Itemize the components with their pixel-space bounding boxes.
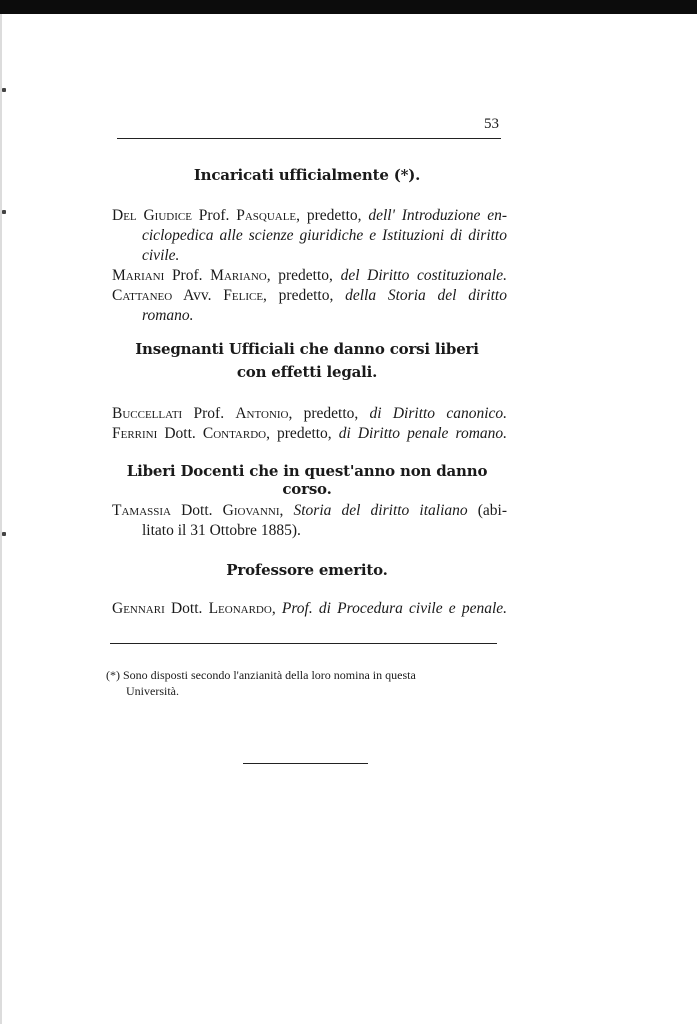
footnote-marker: (*) xyxy=(106,668,120,682)
entry-suffix: , predetto, xyxy=(288,405,370,422)
section-heading: Professore emerito. xyxy=(226,561,388,579)
entry-surname: Cattaneo xyxy=(112,287,173,304)
section-heading: con effetti legali. xyxy=(236,363,378,381)
footnote-line-cont: Università. xyxy=(126,684,179,698)
scan-top-edge xyxy=(0,0,697,14)
entry-name: Leonardo xyxy=(208,600,272,617)
entry-title: Prof. xyxy=(171,267,203,284)
entry-surname: Ferrini xyxy=(112,425,158,442)
end-rule xyxy=(243,763,368,764)
entry-name: Pasquale xyxy=(236,207,297,224)
entry-suffix: , predetto, xyxy=(263,287,346,304)
entry-title: Prof. xyxy=(193,405,225,422)
footnote-text: Sono disposti secondo l'anzianità della loro nomina in questa xyxy=(123,668,416,682)
entry-line-cont: romano. xyxy=(142,307,194,324)
page-number: 53 xyxy=(484,116,499,132)
scan-mark xyxy=(2,210,6,214)
entry-course: del Diritto costituzionale. xyxy=(340,267,507,284)
entry-line xyxy=(112,266,507,286)
entry-suffix: , predetto, xyxy=(296,207,369,224)
entry-surname: Del Giudice xyxy=(112,207,192,224)
entry-course: di Diritto penale romano. xyxy=(338,425,508,442)
entry-name: Mariano xyxy=(210,267,267,284)
entry-line xyxy=(112,599,507,619)
entry-surname: Gennari xyxy=(112,600,165,617)
entry-title: Dott. xyxy=(181,502,213,519)
section-heading: Incaricati ufficialmente (*). xyxy=(193,166,421,184)
entry-name: Contardo xyxy=(202,425,267,442)
entry-title: Prof. xyxy=(198,207,230,224)
entry-surname: Buccellati xyxy=(112,405,183,422)
header-rule xyxy=(117,138,501,139)
entry-title: Dott. xyxy=(164,425,196,442)
entry-line-cont: litato il 31 Ottobre 1885). xyxy=(142,522,301,539)
entry-line-cont: civile. xyxy=(142,247,180,264)
entry-title: Dott. xyxy=(170,600,203,617)
entry-name: Antonio xyxy=(235,405,289,422)
entry-line xyxy=(112,424,507,444)
section-heading: Liberi Docenti che in quest'anno non danno corso. xyxy=(126,462,488,498)
footnote-line xyxy=(106,667,506,683)
entry-suffix: , predetto, xyxy=(266,267,341,284)
footnote-rule xyxy=(110,643,497,644)
entry-line xyxy=(112,206,507,226)
entry-note: (abi- xyxy=(467,502,508,519)
entry-surname: Tamassia xyxy=(112,502,171,519)
entry-course: Storia del diritto italiano xyxy=(293,502,468,519)
entry-suffix: , xyxy=(271,600,282,617)
entry-surname: Mariani xyxy=(112,267,165,284)
entry-line xyxy=(112,404,507,424)
entry-course: dell' Introduzione en- xyxy=(368,207,508,224)
entry-line xyxy=(112,286,507,306)
entry-course: della Storia del diritto xyxy=(345,287,507,304)
scan-mark xyxy=(2,532,6,536)
entry-suffix: , predetto, xyxy=(266,425,339,442)
entry-line xyxy=(112,501,507,521)
entry-course: di Diritto canonico. xyxy=(369,405,508,422)
scan-mark xyxy=(2,88,6,92)
entry-suffix: , xyxy=(279,502,294,519)
entry-title: Avv. xyxy=(183,287,212,304)
entry-line-cont: ciclopedica alle scienze giuridiche e Istituzioni di diritto xyxy=(142,227,507,244)
entry-name: Giovanni xyxy=(222,502,280,519)
section-heading: Insegnanti Ufficiali che danno corsi liberi xyxy=(135,340,479,358)
scan-left-edge xyxy=(0,14,2,1024)
entry-course: Prof. di Procedura civile e penale. xyxy=(281,600,508,617)
entry-name: Felice xyxy=(223,287,264,304)
